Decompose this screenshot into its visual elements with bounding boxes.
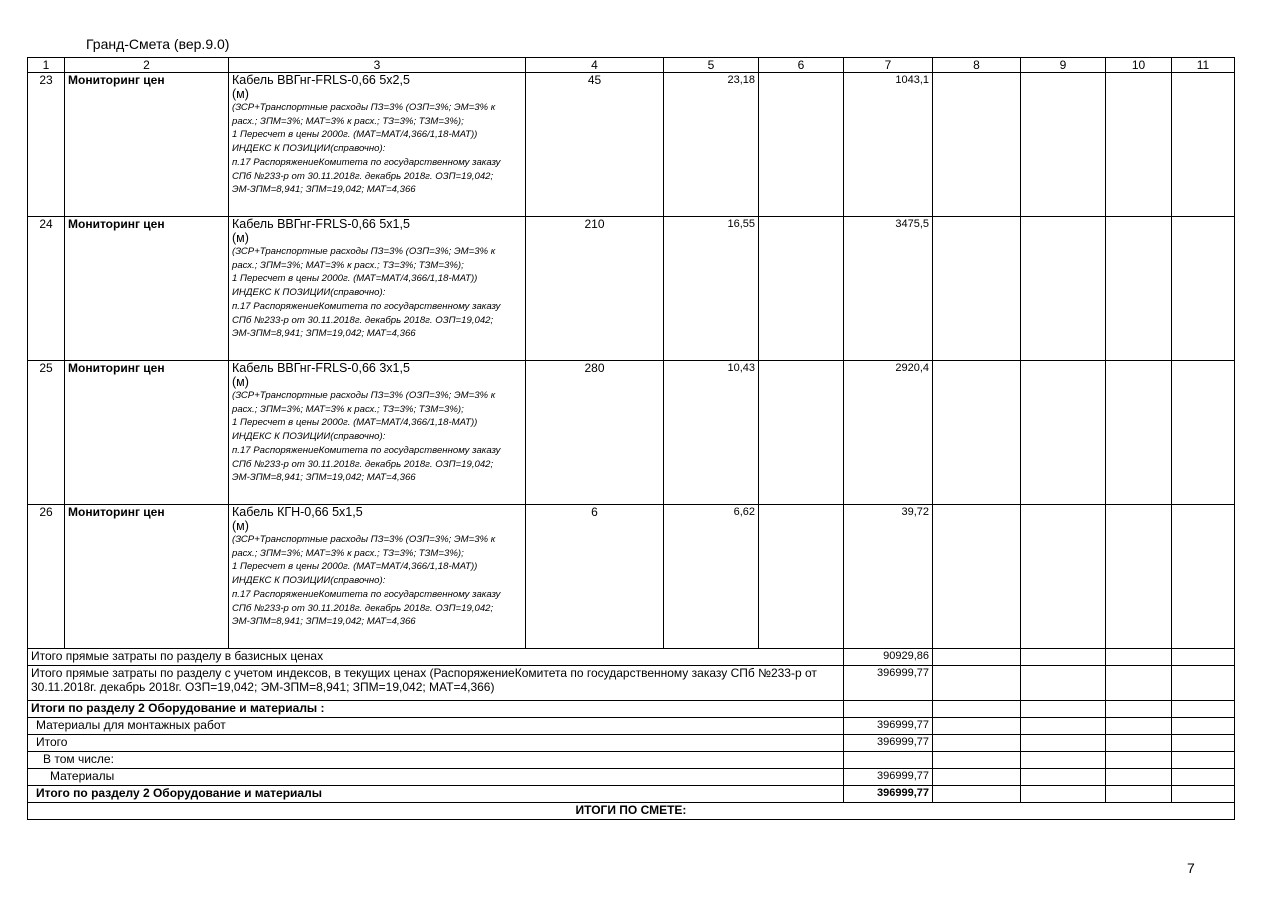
- row-description: [229, 361, 526, 505]
- empty-cell: [1172, 718, 1235, 735]
- description-note: ЭМ-ЗПМ=8,941; ЗПМ=19,042; МАТ=4,366: [232, 184, 416, 196]
- description-title: Кабель КГН-0,66 5х1,5: [232, 505, 363, 519]
- description-note: расх.; ЗПМ=3%; МАТ=3% к расх.; ТЗ=3%; ТЗМ=3%);: [232, 547, 464, 559]
- description-note: (ЗСР+Транспортные расходы ПЗ=3% (ОЗП=3%; ЭМ=3% к: [232, 390, 496, 401]
- empty-cell: [1021, 718, 1106, 735]
- row-unit-price: 23,18: [664, 73, 759, 217]
- summary-value: [844, 752, 933, 769]
- column-header: 3: [229, 58, 526, 73]
- description-note: СПб №233-р от 30.11.2018г. декабрь 2018г. ОЗП=19,042;: [232, 602, 494, 614]
- row-number: 24: [28, 217, 65, 361]
- row-unit-price: 6,62: [664, 505, 759, 649]
- description-note: СПб №233-р от 30.11.2018г. декабрь 2018г. ОЗП=19,042;: [232, 170, 494, 182]
- row-basis: Мониторинг цен: [65, 73, 229, 217]
- summary-row: [28, 786, 1235, 803]
- estimate-table: [27, 57, 1235, 820]
- description-note: ЭМ-ЗПМ=8,941; ЗПМ=19,042; МАТ=4,366: [232, 472, 416, 484]
- description-note: ИНДЕКС К ПОЗИЦИИ(справочно):: [232, 431, 386, 443]
- summary-label: Итого прямые затраты по разделу с учетом индексов, в текущих ценах (РаспоряжениеКомитета по государственному заказу СПб №233-р от 30.11.2018г. декабрь 2018г. ОЗП=19,042; ЭМ-ЗПМ=8,941; ЗПМ=19,042; МАТ=4,366): [28, 666, 844, 701]
- summary-value: 396999,77: [844, 735, 933, 752]
- summary-value: 396999,77: [844, 666, 933, 701]
- empty-cell: [1172, 769, 1235, 786]
- empty-cell: [1106, 718, 1172, 735]
- empty-cell: [1106, 786, 1172, 803]
- description-note: 1 Пересчет в цены 2000г. (МАТ=МАТ/4,366/1,18-МАТ)): [232, 561, 478, 573]
- row-total: 3475,5: [844, 217, 933, 361]
- description-note: расх.; ЗПМ=3%; МАТ=3% к расх.; ТЗ=3%; ТЗМ=3%);: [232, 259, 464, 271]
- description-note: расх.; ЗПМ=3%; МАТ=3% к расх.; ТЗ=3%; ТЗМ=3%);: [232, 115, 464, 127]
- summary-value: 396999,77: [844, 769, 933, 786]
- empty-cell: [1172, 217, 1235, 361]
- row-number: 26: [28, 505, 65, 649]
- description-title: Кабель ВВГнг-FRLS-0,66 5х2,5: [232, 73, 410, 87]
- empty-cell: [933, 666, 1021, 701]
- row-total: 2920,4: [844, 361, 933, 505]
- document-header: Гранд-Смета (вер.9.0): [86, 36, 230, 52]
- column-header-row: [28, 58, 1235, 73]
- column-header: 10: [1106, 58, 1172, 73]
- row-col6: [759, 73, 844, 217]
- row-col6: [759, 217, 844, 361]
- empty-cell: [1021, 701, 1106, 718]
- summary-label: В том числе:: [28, 752, 844, 769]
- summary-row: [28, 769, 1235, 786]
- empty-cell: [933, 505, 1021, 649]
- row-unit-price: 16,55: [664, 217, 759, 361]
- empty-cell: [1172, 735, 1235, 752]
- column-header: 6: [759, 58, 844, 73]
- row-total: 39,72: [844, 505, 933, 649]
- row-col6: [759, 505, 844, 649]
- summary-row: [28, 701, 1235, 718]
- description-note: 1 Пересчет в цены 2000г. (МАТ=МАТ/4,366/1,18-МАТ)): [232, 273, 478, 285]
- empty-cell: [1021, 786, 1106, 803]
- description-note: п.17 РаспоряжениеКомитета по государственному заказу: [232, 444, 501, 456]
- description-note: СПб №233-р от 30.11.2018г. декабрь 2018г. ОЗП=19,042;: [232, 458, 494, 470]
- description-unit: (м): [232, 87, 249, 101]
- row-quantity: 280: [526, 361, 664, 505]
- empty-cell: [1106, 735, 1172, 752]
- description-note: (ЗСР+Транспортные расходы ПЗ=3% (ОЗП=3%; ЭМ=3% к: [232, 534, 496, 545]
- description-note: 1 Пересчет в цены 2000г. (МАТ=МАТ/4,366/1,18-МАТ)): [232, 129, 478, 141]
- summary-value: 90929,86: [844, 649, 933, 666]
- summary-label: Материалы для монтажных работ: [28, 718, 844, 735]
- description-note: СПб №233-р от 30.11.2018г. декабрь 2018г. ОЗП=19,042;: [232, 314, 494, 326]
- row-number: 25: [28, 361, 65, 505]
- column-header: 2: [65, 58, 229, 73]
- row-unit-price: 10,43: [664, 361, 759, 505]
- description-note: ИНДЕКС К ПОЗИЦИИ(справочно):: [232, 575, 386, 587]
- description-title: Кабель ВВГнг-FRLS-0,66 5х1,5: [232, 217, 410, 231]
- row-number: 23: [28, 73, 65, 217]
- description-note: п.17 РаспоряжениеКомитета по государственному заказу: [232, 156, 501, 168]
- column-header: 11: [1172, 58, 1235, 73]
- empty-cell: [933, 718, 1021, 735]
- row-quantity: 6: [526, 505, 664, 649]
- empty-cell: [933, 73, 1021, 217]
- empty-cell: [1106, 361, 1172, 505]
- empty-cell: [1021, 752, 1106, 769]
- empty-cell: [1106, 769, 1172, 786]
- empty-cell: [933, 649, 1021, 666]
- description-note: расх.; ЗПМ=3%; МАТ=3% к расх.; ТЗ=3%; ТЗМ=3%);: [232, 403, 464, 415]
- summary-value: [844, 701, 933, 718]
- empty-cell: [933, 769, 1021, 786]
- empty-cell: [933, 735, 1021, 752]
- row-description: [229, 505, 526, 649]
- column-header: 5: [664, 58, 759, 73]
- empty-cell: [1021, 735, 1106, 752]
- description-note: (ЗСР+Транспортные расходы ПЗ=3% (ОЗП=3%; ЭМ=3% к: [232, 102, 496, 113]
- empty-cell: [1172, 752, 1235, 769]
- row-quantity: 45: [526, 73, 664, 217]
- description-note: ЭМ-ЗПМ=8,941; ЗПМ=19,042; МАТ=4,366: [232, 616, 416, 628]
- empty-cell: [1172, 649, 1235, 666]
- summary-label: Итого прямые затраты по разделу в базисных ценах: [28, 649, 844, 666]
- empty-cell: [1106, 649, 1172, 666]
- totals-title-row: [28, 803, 1235, 820]
- empty-cell: [1021, 666, 1106, 701]
- empty-cell: [1021, 649, 1106, 666]
- column-header: 4: [526, 58, 664, 73]
- empty-cell: [1021, 361, 1106, 505]
- empty-cell: [933, 361, 1021, 505]
- summary-label: Материалы: [28, 769, 844, 786]
- empty-cell: [933, 786, 1021, 803]
- estimate-row: [28, 217, 1235, 361]
- description-note: п.17 РаспоряжениеКомитета по государственному заказу: [232, 588, 501, 600]
- empty-cell: [933, 701, 1021, 718]
- empty-cell: [1106, 752, 1172, 769]
- column-header: 1: [28, 58, 65, 73]
- totals-title: ИТОГИ ПО СМЕТЕ:: [28, 803, 1235, 820]
- summary-row: [28, 649, 1235, 666]
- empty-cell: [1172, 73, 1235, 217]
- estimate-row: [28, 73, 1235, 217]
- summary-row: [28, 718, 1235, 735]
- empty-cell: [1021, 505, 1106, 649]
- summary-value: 396999,77: [844, 718, 933, 735]
- empty-cell: [1106, 701, 1172, 718]
- description-title: Кабель ВВГнг-FRLS-0,66 3х1,5: [232, 361, 410, 375]
- summary-row: [28, 752, 1235, 769]
- description-note: ИНДЕКС К ПОЗИЦИИ(справочно):: [232, 287, 386, 299]
- empty-cell: [1106, 505, 1172, 649]
- row-col6: [759, 361, 844, 505]
- empty-cell: [1172, 505, 1235, 649]
- empty-cell: [933, 752, 1021, 769]
- row-total: 1043,1: [844, 73, 933, 217]
- summary-row: [28, 666, 1235, 701]
- description-note: (ЗСР+Транспортные расходы ПЗ=3% (ОЗП=3%; ЭМ=3% к: [232, 246, 496, 257]
- description-unit: (м): [232, 375, 249, 389]
- row-basis: Мониторинг цен: [65, 217, 229, 361]
- description-note: 1 Пересчет в цены 2000г. (МАТ=МАТ/4,366/1,18-МАТ)): [232, 417, 478, 429]
- summary-label: Итого: [28, 735, 844, 752]
- summary-row: [28, 735, 1235, 752]
- description-note: ИНДЕКС К ПОЗИЦИИ(справочно):: [232, 143, 386, 155]
- summary-label: Итоги по разделу 2 Оборудование и материалы :: [28, 701, 844, 718]
- page-number: 7: [1187, 860, 1195, 876]
- estimate-row: [28, 505, 1235, 649]
- row-basis: Мониторинг цен: [65, 361, 229, 505]
- estimate-row: [28, 361, 1235, 505]
- empty-cell: [1106, 666, 1172, 701]
- summary-label: Итого по разделу 2 Оборудование и материалы: [28, 786, 844, 803]
- description-note: п.17 РаспоряжениеКомитета по государственному заказу: [232, 300, 501, 312]
- row-description: [229, 217, 526, 361]
- description-note: ЭМ-ЗПМ=8,941; ЗПМ=19,042; МАТ=4,366: [232, 328, 416, 340]
- summary-value: 396999,77: [844, 786, 933, 803]
- column-header: 9: [1021, 58, 1106, 73]
- empty-cell: [1021, 217, 1106, 361]
- empty-cell: [1021, 769, 1106, 786]
- empty-cell: [1172, 361, 1235, 505]
- empty-cell: [1106, 217, 1172, 361]
- empty-cell: [1106, 73, 1172, 217]
- column-header: 8: [933, 58, 1021, 73]
- empty-cell: [1021, 73, 1106, 217]
- row-quantity: 210: [526, 217, 664, 361]
- empty-cell: [1172, 786, 1235, 803]
- column-header: 7: [844, 58, 933, 73]
- row-description: [229, 73, 526, 217]
- row-basis: Мониторинг цен: [65, 505, 229, 649]
- description-unit: (м): [232, 519, 249, 533]
- empty-cell: [1172, 701, 1235, 718]
- description-unit: (м): [232, 231, 249, 245]
- empty-cell: [1172, 666, 1235, 701]
- empty-cell: [933, 217, 1021, 361]
